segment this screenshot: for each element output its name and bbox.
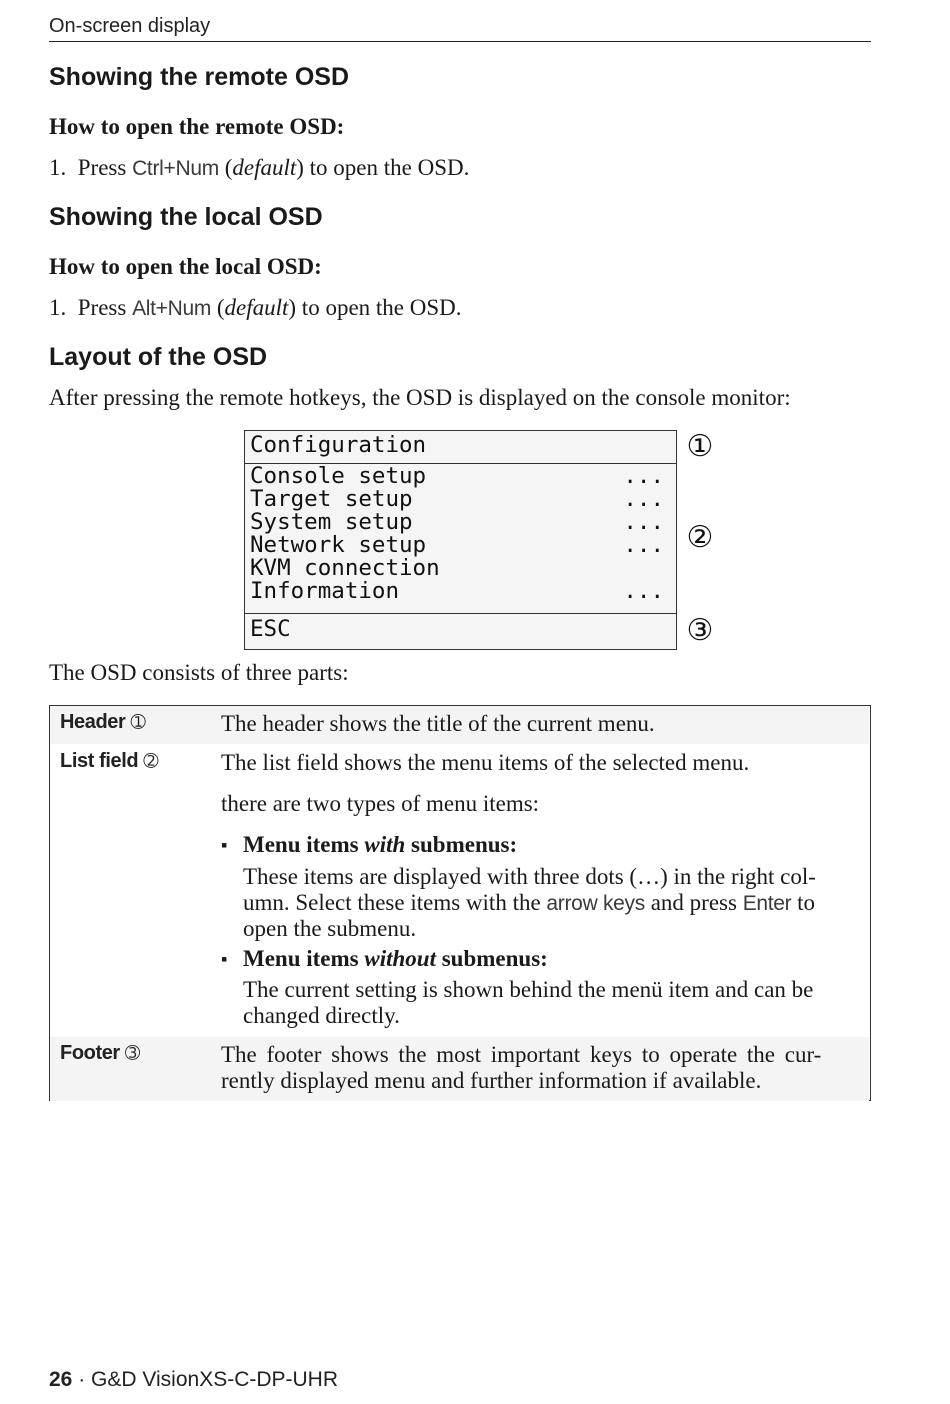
default-label: default xyxy=(232,155,297,180)
step-number: 1. xyxy=(49,295,67,320)
osd-item-dots: ... xyxy=(623,486,664,512)
desc-list-2: there are two types of menu items: xyxy=(221,791,540,816)
with-text-3: open the submenu. xyxy=(243,916,417,941)
osd-item-label: System setup xyxy=(250,509,413,535)
layout-consists: The OSD consists of three parts: xyxy=(49,660,349,685)
section-title-remote: Showing the remote OSD xyxy=(49,63,350,91)
paren: ( xyxy=(224,155,233,180)
desc-footer-2: rently displayed menu and further information if available. xyxy=(221,1068,762,1093)
subtitle-local: How to open the local OSD: xyxy=(49,254,322,279)
osd-illustration xyxy=(244,430,677,650)
osd-header: Configuration xyxy=(245,431,676,464)
osd-item xyxy=(250,534,668,557)
step-number: 1. xyxy=(49,155,67,180)
osd-item-label: Network setup xyxy=(250,532,427,558)
step-text: Press xyxy=(77,155,127,180)
desc-header: The header shows the title of the current menu. xyxy=(221,711,655,736)
with-text-1: These items are displayed with three dots (…) in the right col- xyxy=(243,864,816,889)
step-local xyxy=(49,295,462,321)
osd-item-dots: ... xyxy=(623,509,664,535)
hotkey-ctrl-num: Ctrl+Num xyxy=(132,157,219,180)
default-label: default xyxy=(224,295,289,320)
osd-item-label: Console setup xyxy=(250,463,427,489)
osd-item-label: KVM connection xyxy=(250,555,440,581)
with-submenus-label: Menu items with submenus: xyxy=(243,832,518,857)
osd-item-label: Information xyxy=(250,578,400,604)
without-text-2: changed directly. xyxy=(243,1003,400,1028)
osd-list-field xyxy=(245,465,676,614)
section-title-local: Showing the local OSD xyxy=(49,203,323,231)
osd-item xyxy=(250,511,668,534)
osd-parts-table xyxy=(49,705,871,1101)
osd-item-dots: ... xyxy=(623,532,664,558)
key-enter: Enter xyxy=(742,892,792,915)
bullet-icon: ▪ xyxy=(221,835,228,855)
desc-list-1: The list field shows the menu items of the selected menu. xyxy=(221,750,750,775)
number-3-icon: ➂ xyxy=(125,1043,140,1064)
desc-footer-1: The footer shows the most important keys to operate the cur- xyxy=(221,1042,822,1067)
step-remote xyxy=(49,155,469,181)
term-header: Header ➀ xyxy=(60,711,146,733)
step-text-after: ) to open the OSD. xyxy=(288,295,462,320)
osd-item xyxy=(250,580,668,603)
subtitle-remote: How to open the remote OSD: xyxy=(49,114,345,139)
osd-item-dots: ... xyxy=(623,578,664,604)
layout-intro: After pressing the remote hotkeys, the OSD is displayed on the console monitor: xyxy=(49,385,791,410)
without-submenus-label: Menu items without submenus: xyxy=(243,946,548,971)
osd-item xyxy=(250,557,668,580)
key-arrow-keys: arrow keys xyxy=(546,892,645,915)
callout-2: ② xyxy=(686,520,714,555)
osd-item xyxy=(250,465,668,488)
page-footer xyxy=(49,1368,338,1392)
term-list-field: List field ➁ xyxy=(60,750,159,772)
term-footer: Footer ➂ xyxy=(60,1042,140,1064)
with-text-2: umn. Select these items with the arrow keys and press Enter to xyxy=(243,890,816,915)
callout-1: ① xyxy=(686,429,714,464)
number-1-icon: ➀ xyxy=(130,712,146,733)
without-text-1: The current setting is shown behind the menü item and can be xyxy=(243,977,814,1002)
footer-separator: · xyxy=(72,1368,92,1391)
osd-item-label: Target setup xyxy=(250,486,413,512)
section-title-layout: Layout of the OSD xyxy=(49,343,268,371)
running-header: On-screen display xyxy=(49,12,871,42)
osd-footer: ESC xyxy=(250,616,291,642)
hotkey-alt-num: Alt+Num xyxy=(132,297,212,320)
number-2-icon: ➁ xyxy=(143,751,159,772)
page-number: 26 xyxy=(49,1368,73,1391)
step-text: Press xyxy=(77,295,127,320)
bullet-icon: ▪ xyxy=(221,949,228,969)
paren: ( xyxy=(216,295,225,320)
osd-item-dots: ... xyxy=(623,463,664,489)
osd-item xyxy=(250,488,668,511)
callout-3: ③ xyxy=(686,613,714,648)
step-text-after: ) to open the OSD. xyxy=(296,155,470,180)
product-name: G&D VisionXS-C-DP-UHR xyxy=(91,1368,339,1391)
